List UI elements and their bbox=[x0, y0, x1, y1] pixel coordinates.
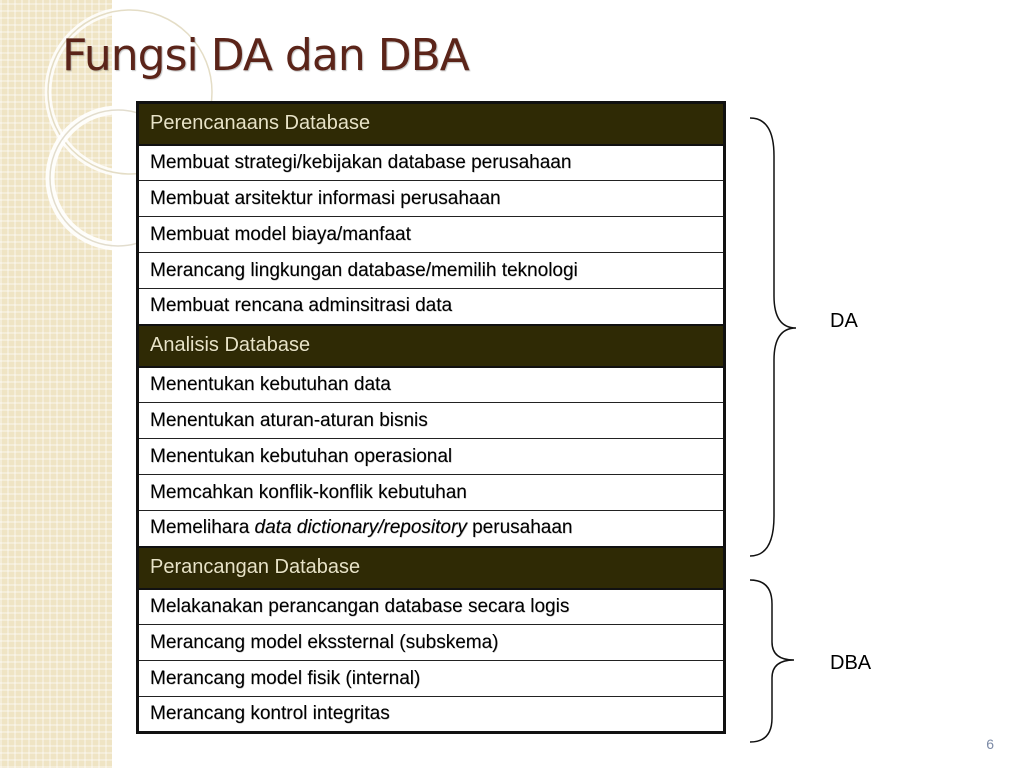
table-cell: Menentukan kebutuhan operasional bbox=[138, 439, 725, 475]
table-row bbox=[138, 475, 725, 511]
table-cell: Merancang lingkungan database/memilih teknologi bbox=[138, 253, 725, 289]
table-row bbox=[138, 661, 725, 697]
table-row bbox=[138, 697, 725, 733]
table-row bbox=[138, 439, 725, 475]
table-cell: Membuat model biaya/manfaat bbox=[138, 217, 725, 253]
dba-label: DBA bbox=[830, 652, 872, 674]
table-row bbox=[138, 511, 725, 547]
table-row bbox=[138, 589, 725, 625]
table-cell: Menentukan kebutuhan data bbox=[138, 367, 725, 403]
section-heading: Perencanaans Database bbox=[150, 112, 371, 135]
table-cell: Membuat strategi/kebijakan database perusahaan bbox=[138, 145, 725, 181]
table-row bbox=[138, 217, 725, 253]
cell-text-end: perusahaan bbox=[466, 517, 573, 539]
table-cell: Membuat arsitektur informasi perusahaan bbox=[138, 181, 725, 217]
section-heading: Analisis Database bbox=[150, 334, 311, 356]
cell-text-italic: data dictionary/repository bbox=[254, 517, 467, 539]
dba-brace bbox=[748, 578, 808, 744]
table-cell: Merancang kontrol integritas bbox=[138, 697, 725, 733]
section-heading: Perancangan Database bbox=[150, 556, 361, 578]
slide-title: Fungsi DA dan DBA bbox=[62, 30, 469, 81]
table-row bbox=[138, 367, 725, 403]
table-cell: Merancang model ekssternal (subskema) bbox=[138, 625, 725, 661]
table-row bbox=[138, 289, 725, 325]
section-header-row bbox=[138, 325, 725, 367]
table-row bbox=[138, 145, 725, 181]
table-cell: Memcahkan konflik-konflik kebutuhan bbox=[138, 475, 725, 511]
cell-text-start: Memelihara bbox=[150, 517, 255, 539]
table-row bbox=[138, 625, 725, 661]
table-row bbox=[138, 181, 725, 217]
functions-table bbox=[136, 101, 726, 734]
table-cell bbox=[138, 511, 725, 547]
table-row bbox=[138, 253, 725, 289]
table-cell: Menentukan aturan-aturan bisnis bbox=[138, 403, 725, 439]
table-cell: Melakanakan perancangan database secara logis bbox=[138, 589, 725, 625]
table-cell: Membuat rencana adminsitrasi data bbox=[138, 289, 725, 325]
table-cell: Merancang model fisik (internal) bbox=[138, 661, 725, 697]
da-brace bbox=[748, 116, 808, 558]
da-label: DA bbox=[830, 310, 858, 332]
section-header-row bbox=[138, 547, 725, 589]
section-header-row bbox=[138, 103, 725, 145]
page-number: 6 bbox=[986, 736, 994, 752]
table-row bbox=[138, 403, 725, 439]
